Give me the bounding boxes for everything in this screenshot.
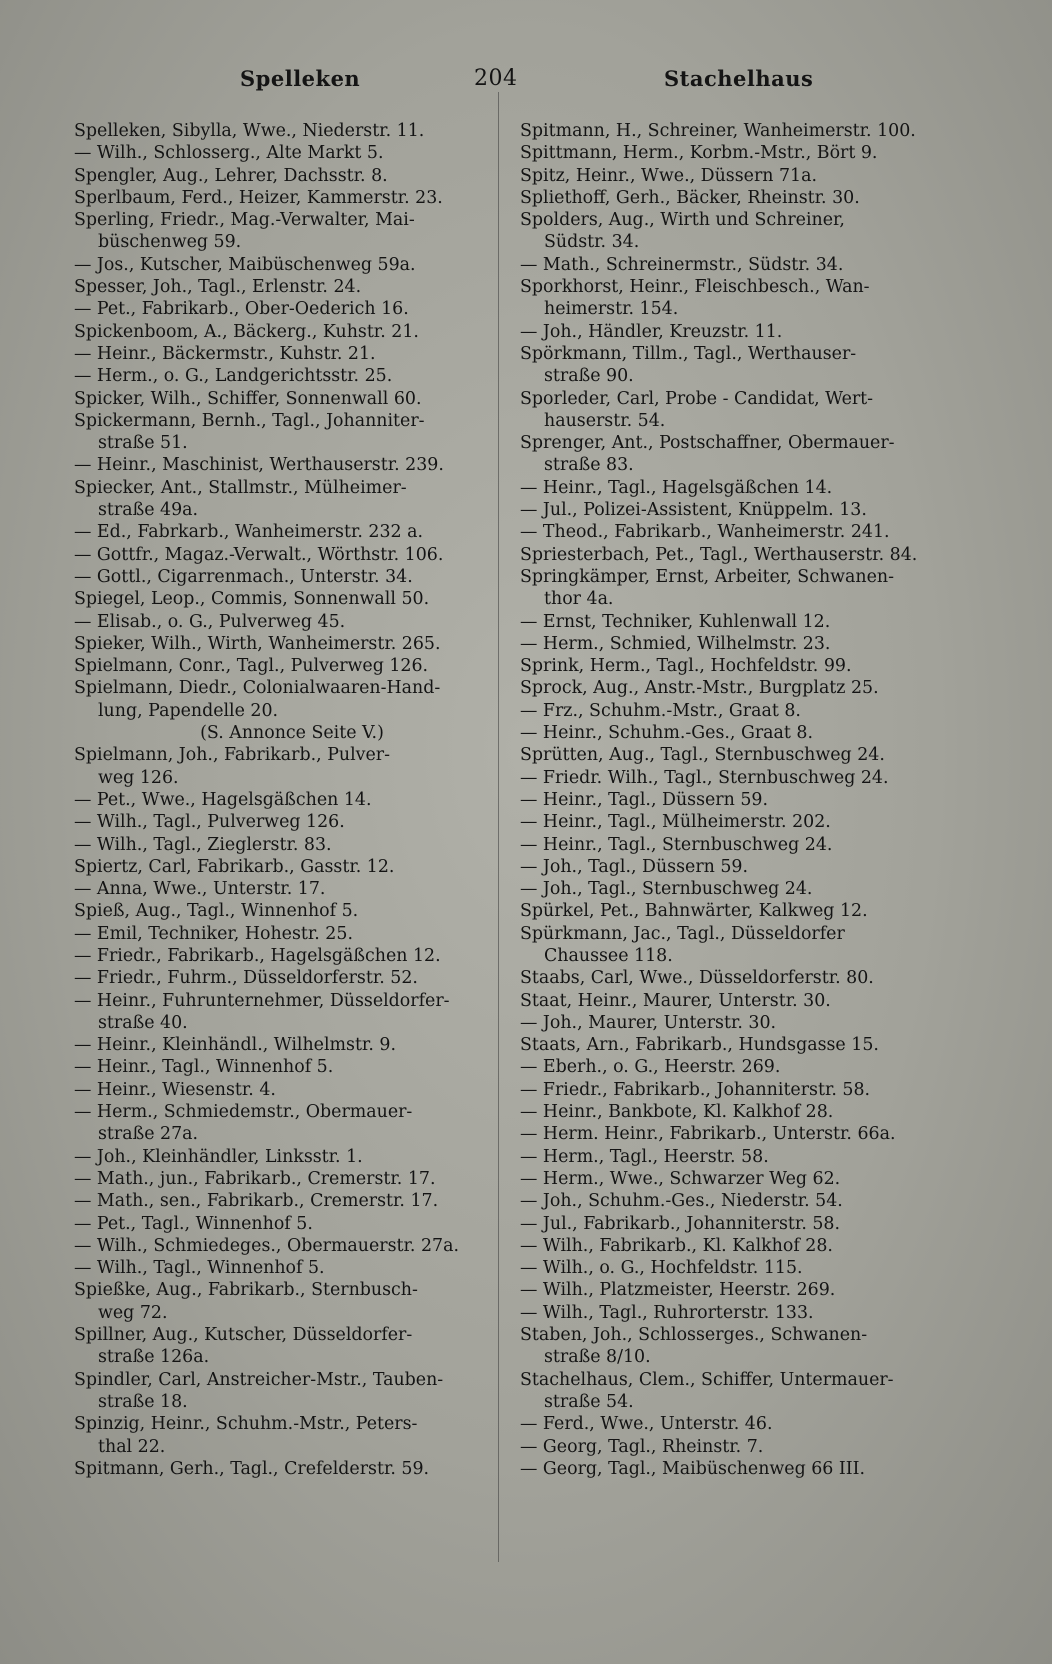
- directory-entry: — Joh., Tagl., Düssern 59.: [520, 856, 749, 877]
- directory-entry: — Joh., Kleinhändler, Linksstr. 1.: [74, 1146, 363, 1167]
- directory-entry: — Jul., Fabrikarb., Johanniterstr. 58.: [520, 1213, 841, 1234]
- directory-entry: Spickenboom, A., Bäckerg., Kuhstr. 21.: [74, 321, 419, 342]
- directory-entry: straße 51.: [98, 433, 188, 454]
- directory-entry: Spittmann, Herm., Korbm.-Mstr., Bört 9.: [520, 143, 878, 164]
- directory-entry: Spiecker, Ant., Stallmstr., Mülheimer-: [74, 477, 407, 498]
- directory-entry: — Herm., Schmiedemstr., Obermauer-: [74, 1102, 413, 1123]
- directory-entry: Sporkhorst, Heinr., Fleischbesch., Wan-: [520, 277, 870, 298]
- directory-entry: Spolders, Aug., Wirth und Schreiner,: [520, 210, 845, 231]
- directory-entry: — Elisab., o. G., Pulverweg 45.: [74, 611, 346, 632]
- directory-entry: Sprenger, Ant., Postschaffner, Obermauer-: [520, 433, 895, 454]
- directory-entry: — Heinr., Bäckermstr., Kuhstr. 21.: [74, 343, 376, 364]
- directory-entry: weg 72.: [98, 1302, 168, 1323]
- directory-entry: — Friedr. Wilh., Tagl., Sternbuschweg 24.: [520, 767, 889, 788]
- directory-entry: — Herm. Heinr., Fabrikarb., Unterstr. 66a.: [520, 1124, 896, 1145]
- directory-entry: Sporleder, Carl, Probe - Candidat, Wert-: [520, 388, 874, 409]
- directory-entry: — Wilh., Platzmeister, Heerstr. 269.: [520, 1280, 836, 1301]
- directory-entry: — Frz., Schuhm.-Mstr., Graat 8.: [520, 700, 801, 721]
- page-number: 204: [474, 66, 518, 91]
- directory-entry: Sperlbaum, Ferd., Heizer, Kammerstr. 23.: [74, 187, 443, 208]
- directory-entry: — Herm., Tagl., Heerstr. 58.: [520, 1146, 769, 1167]
- directory-entry: — Wilh., Fabrikarb., Kl. Kalkhof 28.: [520, 1235, 833, 1256]
- directory-entry: — Joh., Tagl., Sternbuschweg 24.: [520, 879, 813, 900]
- directory-entry: hauserstr. 54.: [544, 410, 666, 431]
- directory-entry: Spießke, Aug., Fabrikarb., Sternbusch-: [74, 1280, 418, 1301]
- directory-entry: — Pet., Tagl., Winnenhof 5.: [74, 1213, 313, 1234]
- directory-entry: Sprock, Aug., Anstr.-Mstr., Burgplatz 25.: [520, 678, 879, 699]
- directory-entry: straße 54.: [544, 1391, 634, 1412]
- directory-entry: straße 8/10.: [544, 1347, 651, 1368]
- directory-entry: — Friedr., Fabrikarb., Hagelsgäßchen 12.: [74, 945, 441, 966]
- directory-entry: — Heinr., Tagl., Hagelsgäßchen 14.: [520, 477, 833, 498]
- directory-entry: — Gottl., Cigarrenmach., Unterstr. 34.: [74, 566, 413, 587]
- directory-entry: Staabs, Carl, Wwe., Düsseldorferstr. 80.: [520, 968, 874, 989]
- directory-entry: — Heinr., Tagl., Sternbuschweg 24.: [520, 834, 833, 855]
- directory-entry: — Ferd., Wwe., Unterstr. 46.: [520, 1414, 773, 1435]
- directory-entry: Spielmann, Conr., Tagl., Pulverweg 126.: [74, 656, 429, 677]
- directory-entry: Springkämper, Ernst, Arbeiter, Schwanen-: [520, 566, 894, 587]
- directory-entry: thor 4a.: [544, 589, 614, 610]
- directory-entry: Spindler, Carl, Anstreicher-Mstr., Tauben-: [74, 1369, 444, 1390]
- directory-entry: Spiegel, Leop., Commis, Sonnenwall 50.: [74, 589, 430, 610]
- right-column: [520, 120, 950, 1480]
- running-head-left: Spelleken: [240, 66, 361, 91]
- directory-entry: Sperling, Friedr., Mag.-Verwalter, Mai-: [74, 210, 415, 231]
- directory-entry: — Wilh., Schmiedeges., Obermauerstr. 27a.: [74, 1235, 460, 1256]
- directory-entry: — Herm., o. G., Landgerichtsstr. 25.: [74, 366, 393, 387]
- directory-entry: Spinzig, Heinr., Schuhm.-Mstr., Peters-: [74, 1414, 418, 1435]
- directory-entry: — Wilh., Tagl., Winnenhof 5.: [74, 1258, 325, 1279]
- directory-entry: (S. Annonce Seite V.): [200, 723, 384, 744]
- directory-entry: Spicker, Wilh., Schiffer, Sonnenwall 60.: [74, 388, 422, 409]
- directory-entry: — Heinr., Wiesenstr. 4.: [74, 1079, 276, 1100]
- directory-entry: Spitmann, Gerh., Tagl., Crefelderstr. 59.: [74, 1458, 430, 1479]
- directory-entry: — Heinr., Tagl., Winnenhof 5.: [74, 1057, 334, 1078]
- directory-entry: — Pet., Fabrikarb., Ober-Oederich 16.: [74, 299, 409, 320]
- directory-entry: — Wilh., Tagl., Ruhrorterstr. 133.: [520, 1302, 814, 1323]
- directory-entry: Spillner, Aug., Kutscher, Düsseldorfer-: [74, 1325, 413, 1346]
- directory-entry: — Georg, Tagl., Maibüschenweg 66 III.: [520, 1458, 866, 1479]
- running-head-right: Stachelhaus: [664, 66, 814, 91]
- directory-entry: Sprütten, Aug., Tagl., Sternbuschweg 24.: [520, 745, 885, 766]
- directory-entry: — Heinr., Bankbote, Kl. Kalkhof 28.: [520, 1102, 834, 1123]
- directory-entry: Spiertz, Carl, Fabrikarb., Gasstr. 12.: [74, 856, 395, 877]
- directory-entry: straße 90.: [544, 366, 634, 387]
- directory-entry: — Heinr., Tagl., Mülheimerstr. 202.: [520, 812, 831, 833]
- directory-entry: Spörkmann, Tillm., Tagl., Werthauser-: [520, 343, 857, 364]
- directory-entry: — Eberh., o. G., Heerstr. 269.: [520, 1057, 781, 1078]
- directory-entry: Spielmann, Joh., Fabrikarb., Pulver-: [74, 745, 390, 766]
- directory-entry: — Georg, Tagl., Rheinstr. 7.: [520, 1436, 764, 1457]
- directory-entry: — Heinr., Maschinist, Werthauserstr. 239.: [74, 455, 444, 476]
- directory-entry: Spesser, Joh., Tagl., Erlenstr. 24.: [74, 277, 362, 298]
- directory-entry: lung, Papendelle 20.: [98, 700, 279, 721]
- directory-entry: — Herm., Wwe., Schwarzer Weg 62.: [520, 1168, 841, 1189]
- directory-entry: — Ernst, Techniker, Kuhlenwall 12.: [520, 611, 831, 632]
- directory-entry: Spielmann, Diedr., Colonialwaaren-Hand-: [74, 678, 441, 699]
- directory-entry: — Joh., Maurer, Unterstr. 30.: [520, 1012, 777, 1033]
- directory-entry: Spieß, Aug., Tagl., Winnenhof 5.: [74, 901, 359, 922]
- directory-entry: — Friedr., Fabrikarb., Johanniterstr. 58.: [520, 1079, 871, 1100]
- directory-entry: Staat, Heinr., Maurer, Unterstr. 30.: [520, 990, 831, 1011]
- left-column: [74, 120, 490, 1480]
- directory-entry: Staats, Arn., Fabrikarb., Hundsgasse 15.: [520, 1035, 879, 1056]
- directory-entry: — Math., Schreinermstr., Südstr. 34.: [520, 254, 844, 275]
- directory-entry: — Gottfr., Magaz.-Verwalt., Wörthstr. 106.: [74, 544, 444, 565]
- directory-entry: straße 83.: [544, 455, 634, 476]
- directory-entry: — Joh., Händler, Kreuzstr. 11.: [520, 321, 783, 342]
- directory-entry: — Emil, Techniker, Hohestr. 25.: [74, 923, 353, 944]
- directory-entry: — Jul., Polizei-Assistent, Knüppelm. 13.: [520, 500, 867, 521]
- directory-entry: — Anna, Wwe., Unterstr. 17.: [74, 879, 326, 900]
- directory-entry: straße 126a.: [98, 1347, 210, 1368]
- directory-entry: — Joh., Schuhm.-Ges., Niederstr. 54.: [520, 1191, 843, 1212]
- directory-entry: Spürkmann, Jac., Tagl., Düsseldorfer: [520, 923, 845, 944]
- directory-entry: Sprink, Herm., Tagl., Hochfeldstr. 99.: [520, 656, 852, 677]
- directory-entry: Spelleken, Sibylla, Wwe., Niederstr. 11.: [74, 121, 425, 141]
- directory-entry: — Math., jun., Fabrikarb., Cremerstr. 17.: [74, 1168, 436, 1189]
- directory-entry: Spickermann, Bernh., Tagl., Johanniter-: [74, 410, 425, 431]
- directory-entry: Staben, Joh., Schlosserges., Schwanen-: [520, 1325, 868, 1346]
- directory-entry: Spieker, Wilh., Wirth, Wanheimerstr. 265.: [74, 633, 441, 654]
- directory-entry: — Herm., Schmied, Wilhelmstr. 23.: [520, 633, 831, 654]
- directory-entry: weg 126.: [98, 767, 179, 788]
- directory-entry: — Pet., Wwe., Hagelsgäßchen 14.: [74, 789, 372, 810]
- directory-entry: — Wilh., Tagl., Zieglerstr. 83.: [74, 834, 332, 855]
- directory-entry: — Heinr., Kleinhändl., Wilhelmstr. 9.: [74, 1035, 396, 1056]
- column-divider: [498, 92, 499, 1562]
- directory-entry: — Ed., Fabrkarb., Wanheimerstr. 232 a.: [74, 522, 424, 543]
- directory-entry: Spliethoff, Gerh., Bäcker, Rheinstr. 30.: [520, 187, 860, 208]
- directory-entry: — Friedr., Fuhrm., Düsseldorferstr. 52.: [74, 968, 418, 989]
- directory-entry: — Math., sen., Fabrikarb., Cremerstr. 17.: [74, 1191, 439, 1212]
- directory-entry: Spitmann, H., Schreiner, Wanheimerstr. 100.: [520, 121, 916, 141]
- directory-entry: — Theod., Fabrikarb., Wanheimerstr. 241.: [520, 522, 890, 543]
- directory-entry: — Heinr., Schuhm.-Ges., Graat 8.: [520, 723, 814, 744]
- directory-entry: Spriesterbach, Pet., Tagl., Werthauserstr. 84.: [520, 544, 918, 565]
- directory-entry: büschenweg 59.: [98, 232, 242, 253]
- directory-entry: Stachelhaus, Clem., Schiffer, Untermauer-: [520, 1369, 894, 1390]
- directory-entry: Chaussee 118.: [544, 945, 673, 966]
- directory-entry: — Heinr., Fuhrunternehmer, Düsseldorfer-: [74, 990, 450, 1011]
- directory-entry: Südstr. 34.: [544, 232, 640, 253]
- directory-entry: heimerstr. 154.: [544, 299, 679, 320]
- directory-entry: — Heinr., Tagl., Düssern 59.: [520, 789, 769, 810]
- directory-entry: straße 18.: [98, 1391, 188, 1412]
- directory-entry: Spengler, Aug., Lehrer, Dachsstr. 8.: [74, 165, 388, 186]
- directory-entry: — Jos., Kutscher, Maibüschenweg 59a.: [74, 254, 416, 275]
- directory-entry: — Wilh., o. G., Hochfeldstr. 115.: [520, 1258, 803, 1279]
- directory-entry: — Wilh., Tagl., Pulverweg 126.: [74, 812, 345, 833]
- directory-entry: straße 40.: [98, 1012, 188, 1033]
- directory-entry: — Wilh., Schlosserg., Alte Markt 5.: [74, 143, 384, 164]
- directory-entry: thal 22.: [98, 1436, 166, 1457]
- directory-entry: straße 27a.: [98, 1124, 199, 1145]
- directory-entry: Spitz, Heinr., Wwe., Düssern 71a.: [520, 165, 818, 186]
- directory-entry: Spürkel, Pet., Bahnwärter, Kalkweg 12.: [520, 901, 868, 922]
- directory-entry: straße 49a.: [98, 500, 199, 521]
